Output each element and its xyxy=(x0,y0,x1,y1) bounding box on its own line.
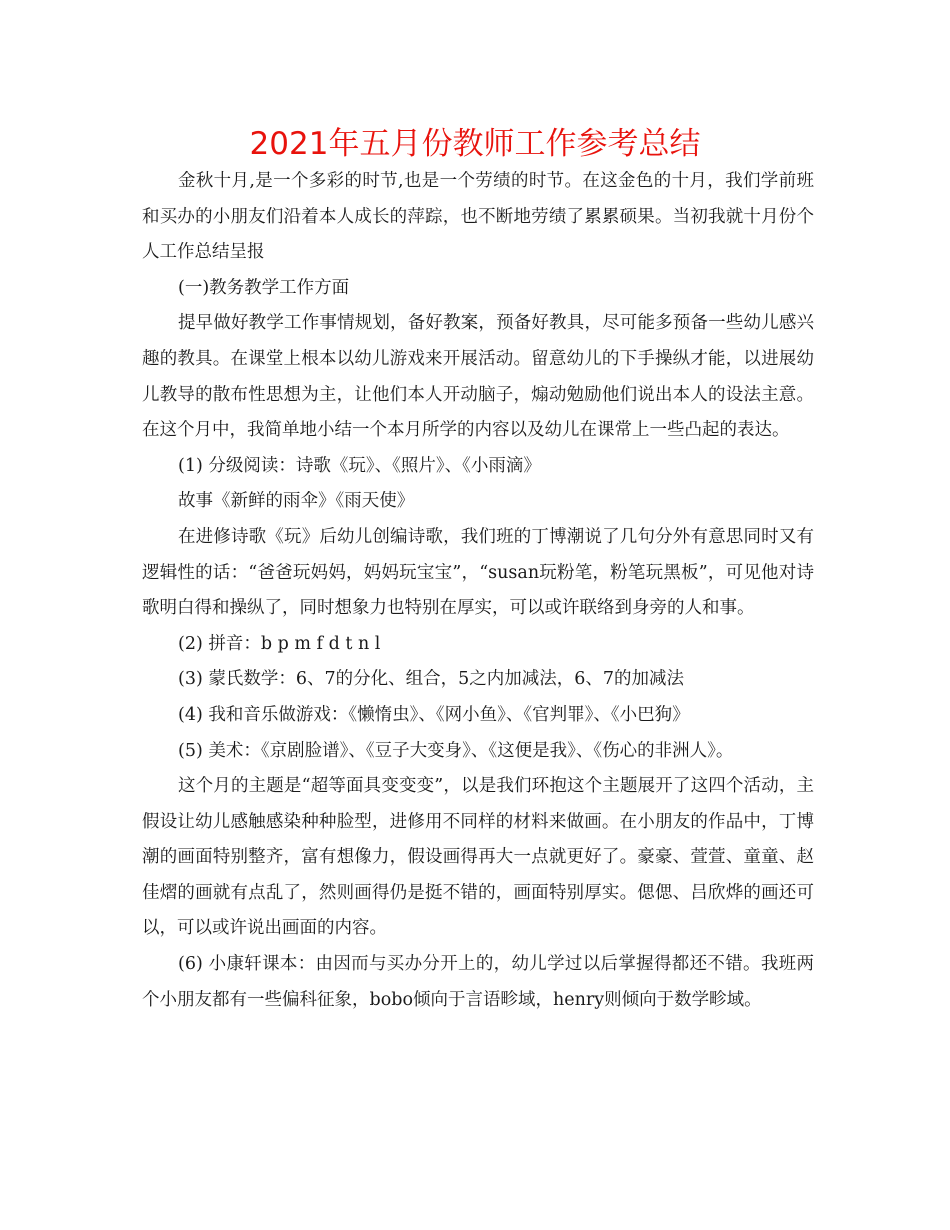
list-item-music: (4) 我和音乐做游戏：《懒惰虫》、《网小鱼》、《官判罪》、《小巴狗》 xyxy=(178,704,690,725)
document-body xyxy=(142,164,814,1018)
paragraph-theme: 这个月的主题是“超等面具变变变”，以是我们环抱这个主题展开了这四个活动，主假设让幼儿感触感染种种脸型，进修用不同样的材料来做画。在小朋友的作品中，丁博潮的画面特别整齐，富有想像力，假设画得再大一点就更好了。豪豪、萱萱、童童、赵佳熠的画就有点乱了，然则画得仍是挺不错的，画面特别厚实。偲偲、吕欣烨的画还可以，可以或许说出画面的内容。 xyxy=(142,776,814,939)
section-heading-teaching: (一)教务教学工作方面 xyxy=(178,277,350,298)
paragraph-intro: 金秋十月,是一个多彩的时节,也是一个劳绩的时节。在这金色的十月，我们学前班和买办的小朋友们沿着本人成长的萍踪，也不断地劳绩了累累硕果。当初我就十月份个人工作总结呈报 xyxy=(142,171,814,263)
list-item-reading: (1) 分级阅读：诗歌《玩》、《照片》、《小雨滴》 xyxy=(178,455,541,476)
list-item-textbook: (6) 小康轩课本：由因而与买办分开上的，幼儿学过以后掌握得都还不错。我班两个小朋友都有一些偏科征象，bobo倾向于言语畛域，henry则倾向于数学畛域。 xyxy=(142,954,814,1010)
paragraph-poetry: 在进修诗歌《玩》后幼儿创编诗歌，我们班的丁博潮说了几句分外有意思同时又有逻辑性的话：“爸爸玩妈妈，妈妈玩宝宝”，“susan玩粉笔，粉笔玩黑板”，可见他对诗歌明白得和操纵了，同时想象力也特别在厚实，可以或许联络到身旁的人和事。 xyxy=(142,526,814,619)
list-item-stories: 故事《新鲜的雨伞》《雨天使》 xyxy=(178,491,415,512)
paragraph-teaching-plan: 提早做好教学工作事情规划，备好教案，预备好教具，尽可能多预备一些幼儿感兴趣的教具。在课堂上根本以幼儿游戏来开展活动。留意幼儿的下手操纵才能，以进展幼儿教导的散布性思想为主，让他们本人开动脑子，煽动勉励他们说出本人的设法主意。在这个月中，我简单地小结一个本月所学的内容以及幼儿在课常上一些凸起的表达。 xyxy=(142,313,814,441)
list-item-art: (5) 美术：《京剧脸谱》、《豆子大变身》、《这便是我》、《伤心的非洲人》。 xyxy=(178,740,734,761)
list-item-math: (3) 蒙氏数学：6、7的分化、组合，5之内加减法，6、7的加减法 xyxy=(178,669,685,690)
list-item-pinyin: (2) 拼音：b p m f d t n l xyxy=(178,633,381,654)
document-title: 2021年五月份教师工作参考总结 xyxy=(249,126,701,162)
